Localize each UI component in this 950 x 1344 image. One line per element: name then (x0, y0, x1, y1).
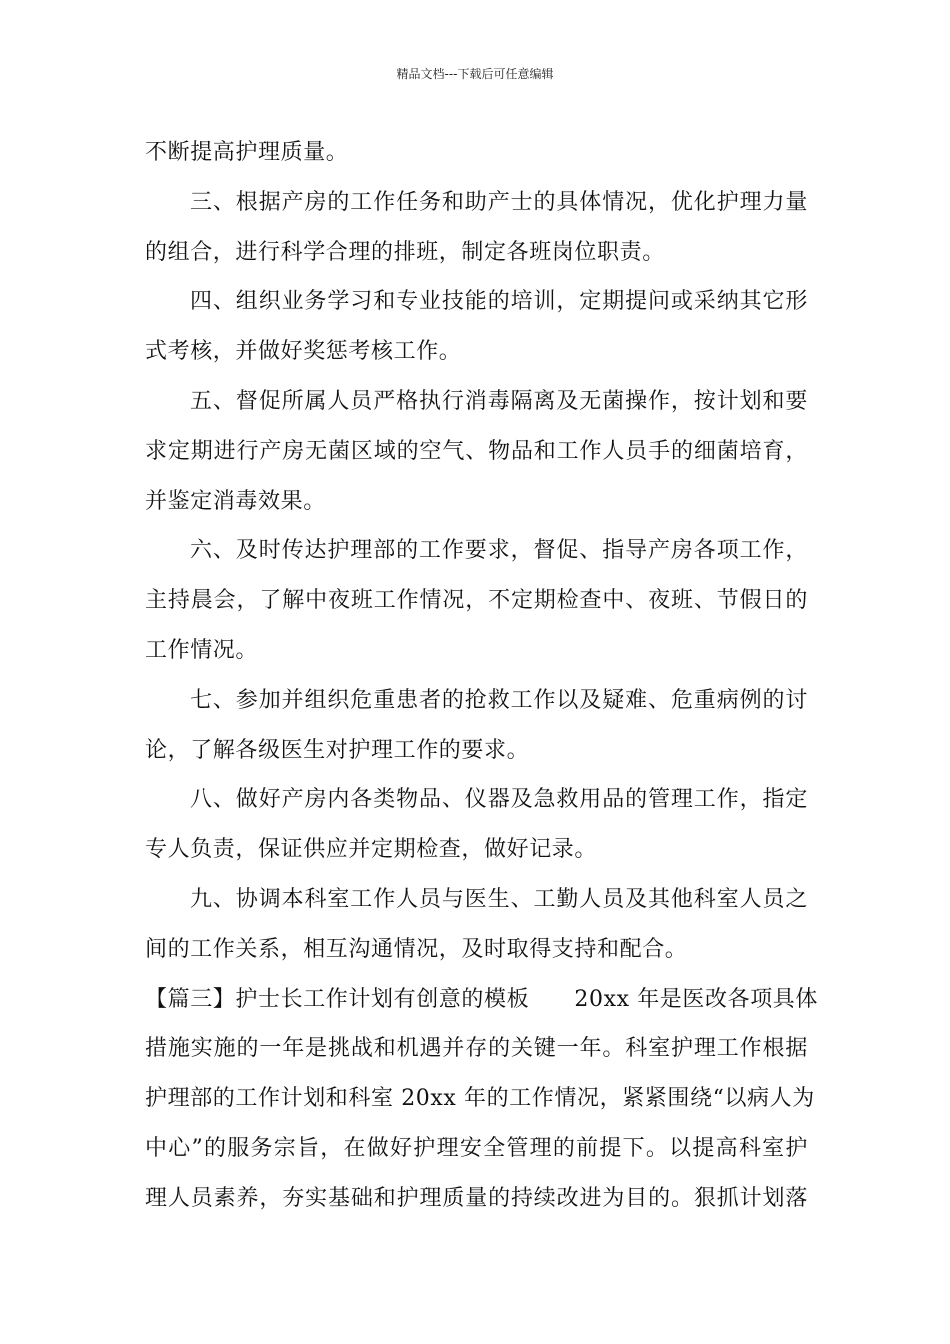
text-line: 间的工作关系，相互沟通情况，及时取得支持和配合。 (145, 936, 688, 962)
text-line: 主持晨会，了解中夜班工作情况，不定期检查中、夜班、节假日的 (145, 588, 808, 614)
text-line: 八、做好产房内各类物品、仪器及急救用品的管理工作，指定 (190, 787, 808, 813)
text-line: 四、组织业务学习和专业技能的培训，定期提问或采纳其它形 (190, 289, 808, 315)
text-line: 三、根据产房的工作任务和助产士的具体情况，优化护理力量 (190, 189, 808, 215)
text-line: 中心”的服务宗旨，在做好护理安全管理的前提下。以提高科室护 (145, 1135, 808, 1161)
text-line: 并鉴定消毒效果。 (145, 488, 326, 514)
text-line: 【篇三】护士长工作计划有创意的模板 20xx 年是医改各项具体 (145, 986, 819, 1012)
text-line: 的组合，进行科学合理的排班，制定各班岗位职责。 (145, 239, 665, 265)
page-header (0, 66, 950, 82)
text-line: 工作情况。 (145, 637, 259, 663)
text-line: 理人员素养，夯实基础和护理质量的持续改进为目的。狠抓计划落 (145, 1185, 808, 1211)
text-line: 七、参加并组织危重患者的抢救工作以及疑难、危重病例的讨 (190, 687, 808, 713)
text-line: 论，了解各级医生对护理工作的要求。 (145, 737, 530, 763)
text-line: 六、及时传达护理部的工作要求，督促、指导产房各项工作， (190, 538, 808, 564)
document-body (145, 128, 819, 1224)
text-line: 求定期进行产房无菌区域的空气、物品和工作人员手的细菌培育， (145, 438, 808, 464)
text-line: 护理部的工作计划和科室 20xx 年的工作情况，紧紧围绕“以病人为 (145, 1086, 815, 1112)
text-line: 措施实施的一年是挑战和机遇并存的关键一年。科室护理工作根据 (145, 1036, 808, 1062)
text-line: 九、协调本科室工作人员与医生、工勤人员及其他科室人员之 (190, 886, 808, 912)
text-line: 不断提高护理质量。 (145, 140, 349, 165)
text-line: 式考核，并做好奖惩考核工作。 (145, 339, 462, 365)
text-line: 五、督促所属人员严格执行消毒隔离及无菌操作，按计划和要 (190, 388, 808, 414)
text-line: 专人负责，保证供应并定期检查，做好记录。 (145, 837, 598, 863)
header-text: 精品文档---下载后可任意编辑 (396, 67, 554, 81)
